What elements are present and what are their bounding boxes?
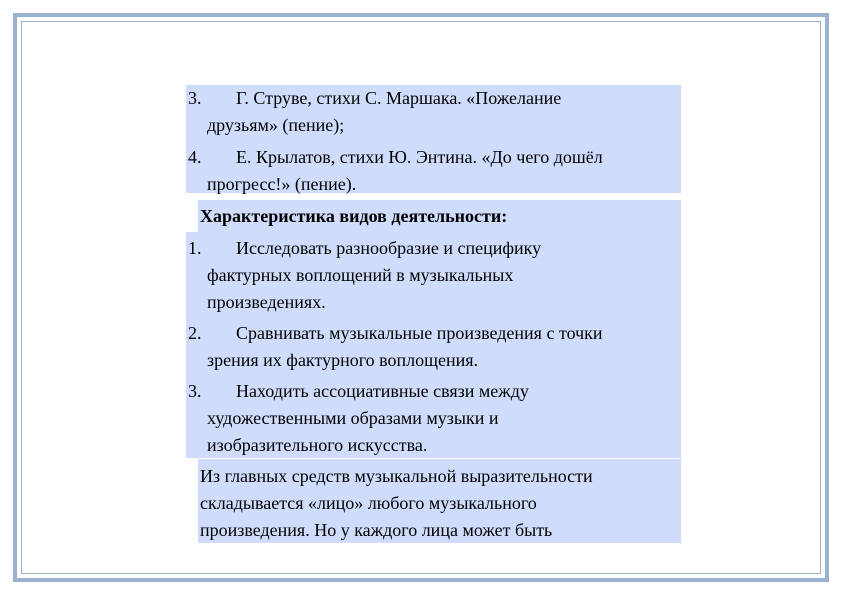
list-number: 4.: [188, 147, 202, 167]
list-text-line: друзьям» (пение);: [207, 115, 345, 135]
list-text-line: изобразительного искусства.: [207, 435, 428, 455]
list-text-line: художественными образами музыки и: [207, 408, 499, 428]
paragraph-line: складывается «лицо» любого музыкального: [200, 493, 537, 513]
list-text-line: фактурных воплощений в музыкальных: [207, 265, 514, 285]
list-number: 2.: [188, 323, 202, 343]
list-text-line: Е. Крылатов, стихи Ю. Энтина. «До чего дошёл: [236, 147, 603, 167]
list-number: 1.: [188, 238, 202, 258]
list-text-line: произведениях.: [207, 292, 326, 312]
list-text-line: Сравнивать музыкальные произведения с точки: [236, 323, 603, 343]
list-text-line: Г. Струве, стихи С. Маршака. «Пожелание: [236, 88, 562, 108]
section-heading: Характеристика видов деятельности:: [200, 206, 508, 226]
list-number: 3.: [188, 88, 202, 108]
list-text-line: Исследовать разнообразие и специфику: [236, 238, 542, 258]
slide-canvas: [22, 22, 820, 573]
list-text-line: зрения их фактурного воплощения.: [207, 350, 479, 370]
list-text-line: Находить ассоциативные связи между: [236, 381, 529, 401]
list-number: 3.: [188, 381, 202, 401]
paragraph-line: произведения. Но у каждого лица может быть: [200, 520, 553, 540]
paragraph-line: Из главных средств музыкальной выразительности: [200, 466, 593, 486]
list-text-line: прогресс!» (пение).: [207, 174, 357, 194]
